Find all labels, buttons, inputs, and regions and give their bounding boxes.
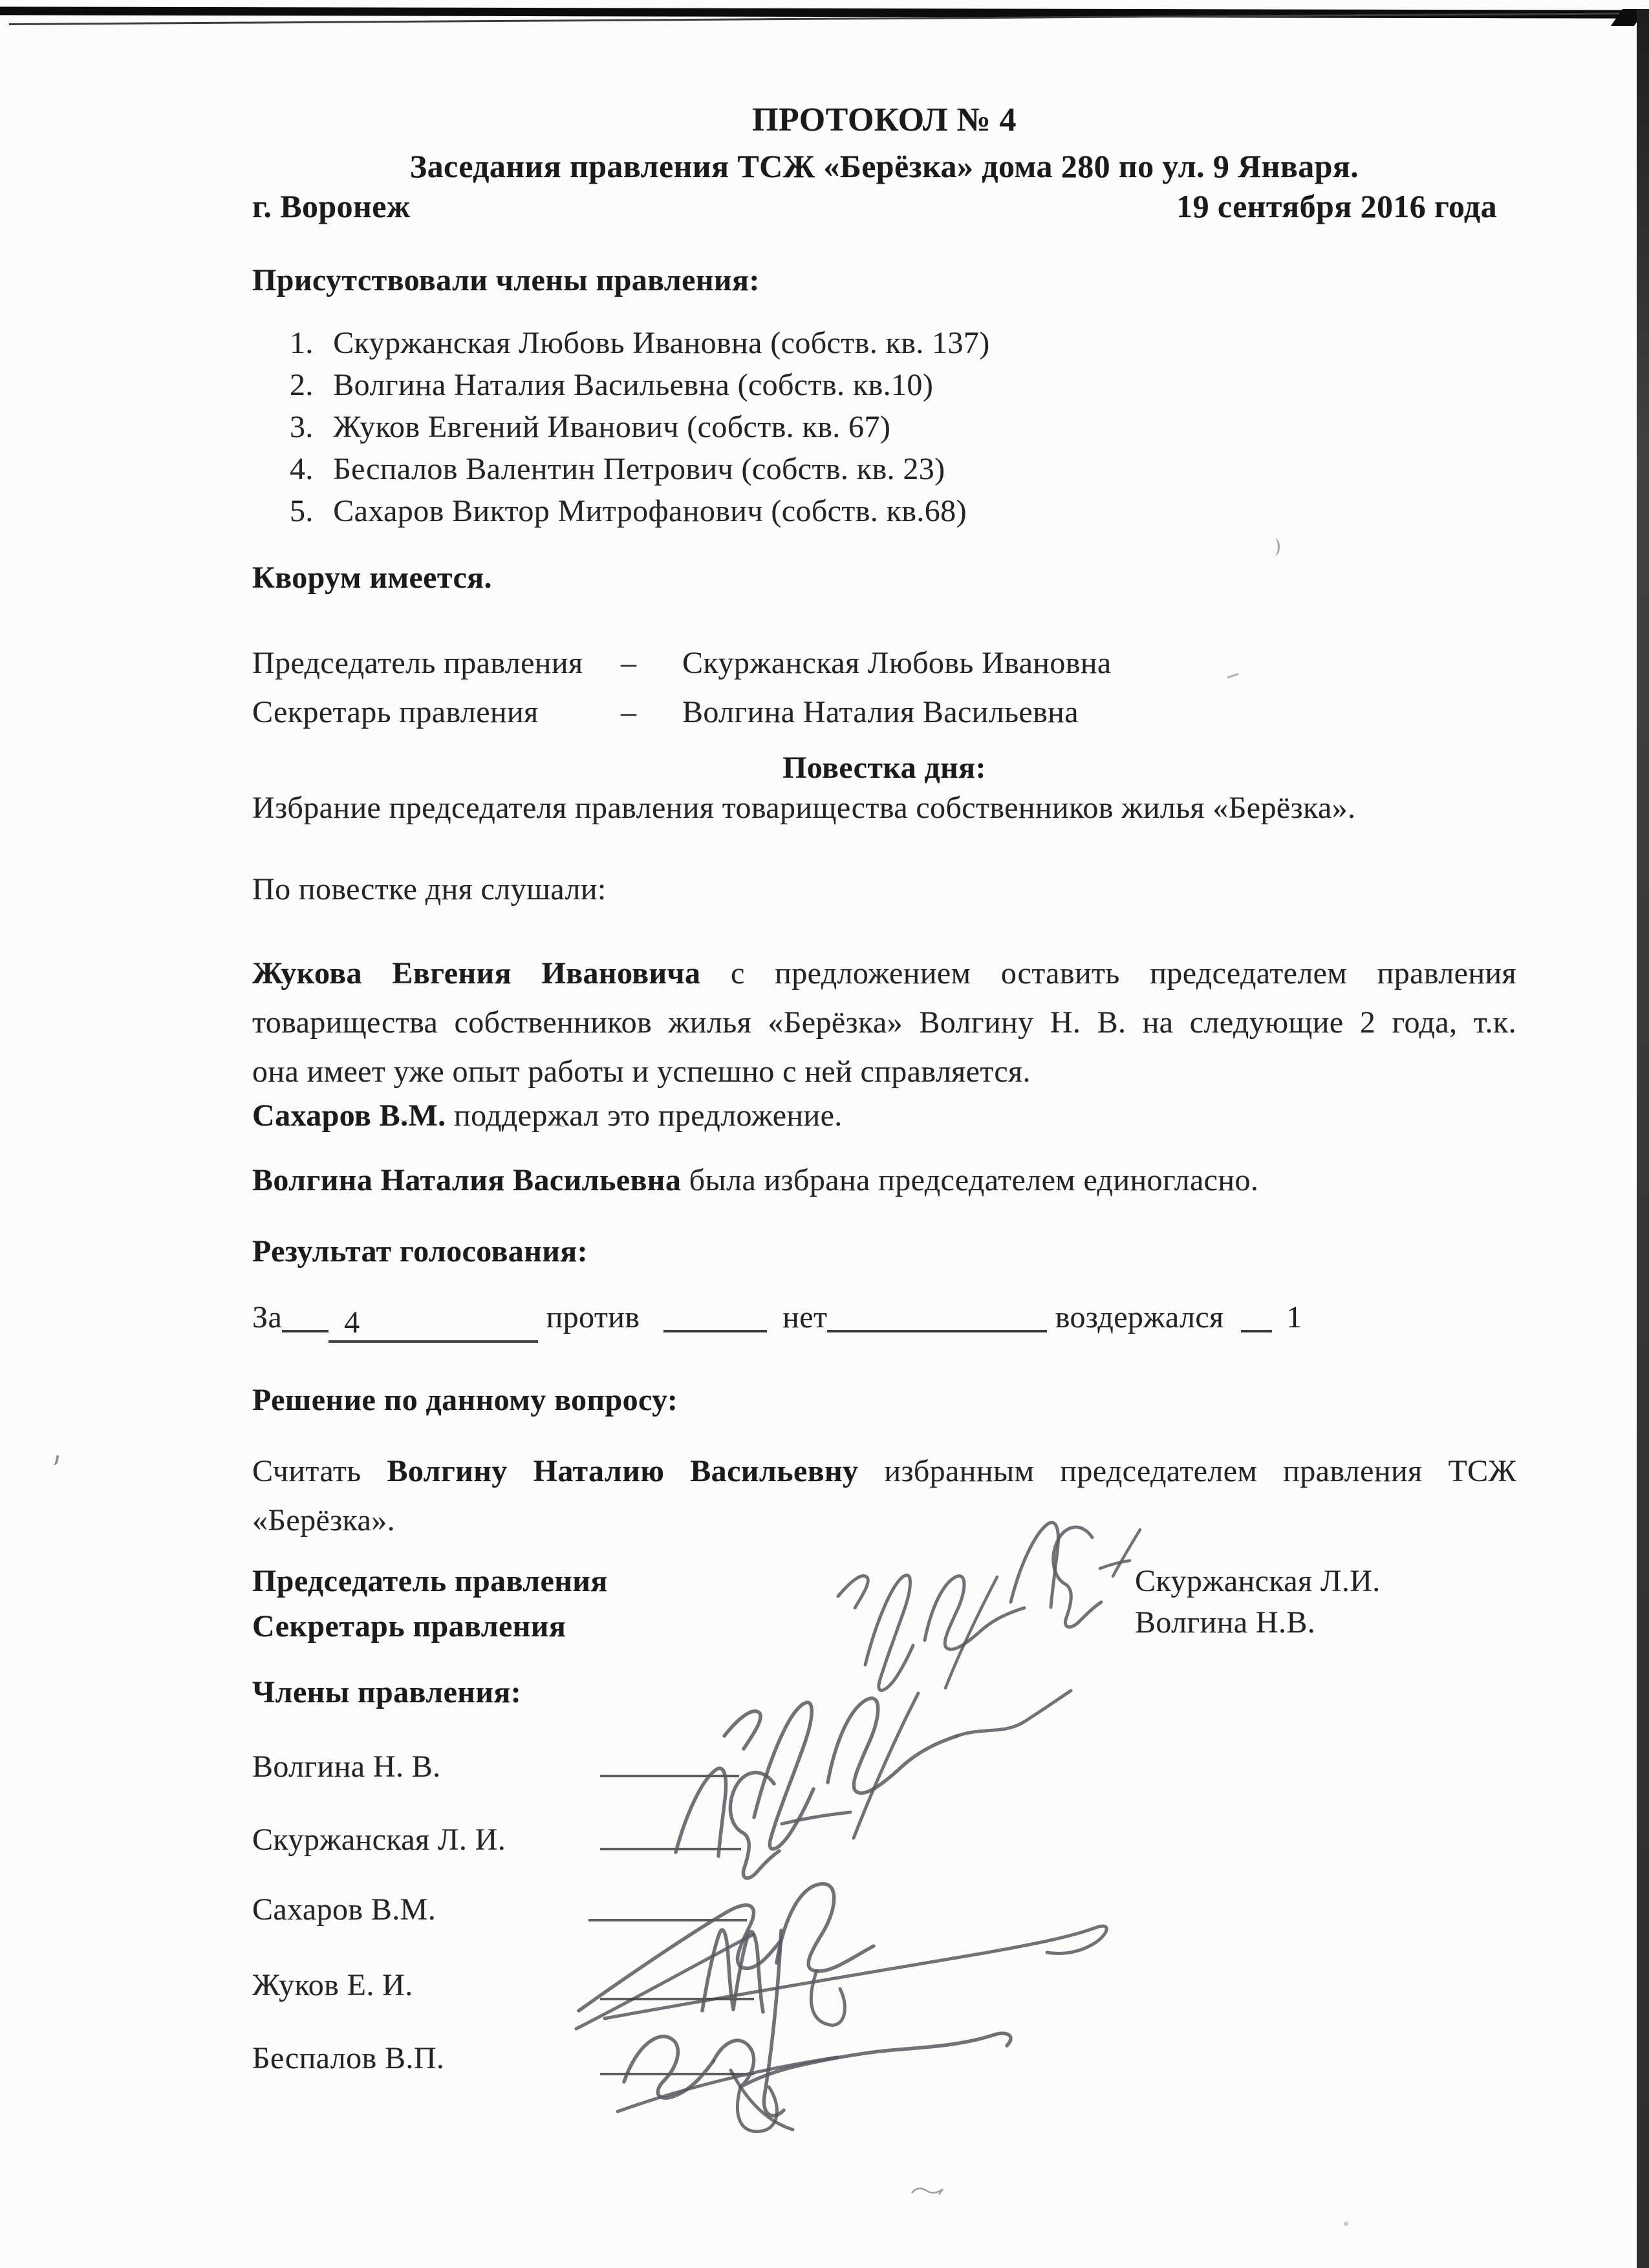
vote-abstained-label: воздержался <box>1055 1300 1224 1334</box>
attendee-number: 2. <box>290 368 314 402</box>
proposal-paragraph <box>252 949 1516 1097</box>
attendee-name: Скуржанская Любовь Ивановна (собств. кв. 137) <box>333 326 990 360</box>
attendee-name: Сахаров Виктор Митрофанович (собств. кв.68) <box>333 494 967 528</box>
scan-edge-top <box>0 6 1649 18</box>
city-label: г. Воронеж <box>252 188 411 224</box>
decision-line: «Берёзка». <box>252 1503 396 1537</box>
secretary-signatory-name: Волгина Н.В. <box>1135 1605 1316 1640</box>
scan-speck <box>49 1454 59 1466</box>
attendee-name: Жуков Евгений Иванович (собств. кв. 67) <box>333 410 891 444</box>
support-line <box>252 1091 1516 1140</box>
secretary-signature-label: Секретарь правления <box>252 1609 566 1643</box>
attendee-name: Беспалов Валентин Петрович (собств. кв. 23) <box>333 452 945 486</box>
vote-abstained-value: 1 <box>1286 1300 1302 1334</box>
scan-speck <box>911 2184 944 2198</box>
vote-heading: Результат голосования: <box>252 1234 588 1268</box>
agenda-text: Избрание председателя правления товарищества собственников жилья «Берёзка». <box>252 791 1356 825</box>
page-subtitle: Заседания правления ТСЖ «Берёзка» дома 280 по ул. 9 Января. <box>409 148 1359 184</box>
chairman-signatory-name: Скуржанская Л.И. <box>1135 1564 1381 1598</box>
vote-for-label: За <box>252 1300 283 1334</box>
vote-result-line <box>252 1293 1516 1343</box>
speaker-name: Жукова Евгения Ивановича <box>252 956 701 990</box>
page-title: ПРОТОКОЛ № 4 <box>752 102 1017 138</box>
decision-paragraph <box>252 1447 1516 1545</box>
member-name: Жуков Е. И. <box>252 1968 413 2002</box>
support-text: поддержал это предложение. <box>446 1098 843 1133</box>
scan-edge-right <box>1637 9 1649 2268</box>
attendee-number: 4. <box>290 452 314 486</box>
proposal-line: товарищества собственников жилья «Берёзка» Волгину Н. В. на следующие 2 года, т.к. <box>252 1005 1516 1040</box>
secretary-row <box>252 688 1516 736</box>
proposal-text: с предложением оставить председателем правления <box>700 956 1516 990</box>
dash: – <box>621 695 637 729</box>
attendee-row <box>252 406 1516 448</box>
member-name: Волгина Н. В. <box>252 1749 441 1784</box>
decision-heading: Решение по данному вопросу: <box>252 1383 678 1417</box>
attendee-number: 5. <box>290 494 314 528</box>
quorum-note: Кворум имеется. <box>252 561 492 595</box>
attendee-number: 3. <box>290 410 314 444</box>
decision-name: Волгину Наталию Васильевну <box>387 1454 859 1488</box>
attendee-row <box>252 364 1516 406</box>
scan-speck <box>1344 2221 1348 2226</box>
scan-speck <box>400 1115 409 1122</box>
chairman-label: Председатель правления <box>252 646 583 680</box>
secretary-label: Секретарь правления <box>252 695 539 729</box>
dash: – <box>621 646 637 680</box>
vote-against-label: против <box>546 1300 640 1334</box>
proposal-line: она имеет уже опыт работы и успешно с ней справляется. <box>252 1054 1031 1089</box>
decision-line <box>252 1447 1516 1496</box>
elected-line <box>252 1156 1516 1204</box>
attendee-row <box>252 490 1516 532</box>
member-signature <box>605 1985 1031 2134</box>
attendee-row <box>252 322 1516 364</box>
blank-line <box>663 1295 767 1332</box>
member-name: Скуржанская Л. И. <box>252 1823 506 1857</box>
chairman-row <box>252 639 1516 687</box>
vote-against-value: нет <box>782 1300 828 1334</box>
vote-for-value: 4 <box>329 1305 538 1343</box>
supporter-name: Сахаров В.М. <box>252 1098 446 1133</box>
elected-name: Волгина Наталия Васильевна <box>252 1163 682 1197</box>
decision-text: Считать <box>252 1454 387 1488</box>
city-date-row <box>252 182 1516 231</box>
decision-text: избранным председателем правления ТСЖ <box>858 1454 1516 1488</box>
member-name: Беспалов В.П. <box>252 2041 445 2075</box>
members-heading: Члены правления: <box>252 1675 522 1709</box>
secretary-name: Волгина Наталия Васильевна <box>682 695 1079 729</box>
chairman-signature-label: Председатель правления <box>252 1564 608 1598</box>
attendee-number: 1. <box>290 326 314 360</box>
chairman-name: Скуржанская Любовь Ивановна <box>682 646 1112 680</box>
date-label: 19 сентября 2016 года <box>1176 188 1497 224</box>
blank-line <box>282 1295 329 1332</box>
member-name: Сахаров В.М. <box>252 1892 436 1927</box>
attendee-name: Волгина Наталия Васильевна (собств. кв.10) <box>333 368 934 402</box>
proposal-line <box>252 949 1516 998</box>
attendees-list <box>252 322 1516 532</box>
hearing-intro: По повестке дня слушали: <box>252 872 607 906</box>
blank-line <box>827 1295 1047 1332</box>
blank-line <box>1241 1295 1272 1332</box>
scan-speck <box>1269 538 1280 556</box>
attendee-row <box>252 448 1516 490</box>
elected-text: была избрана председателем единогласно. <box>681 1163 1259 1197</box>
agenda-heading: Повестка дня: <box>782 751 986 785</box>
attendees-heading: Присутствовали члены правления: <box>252 263 760 297</box>
